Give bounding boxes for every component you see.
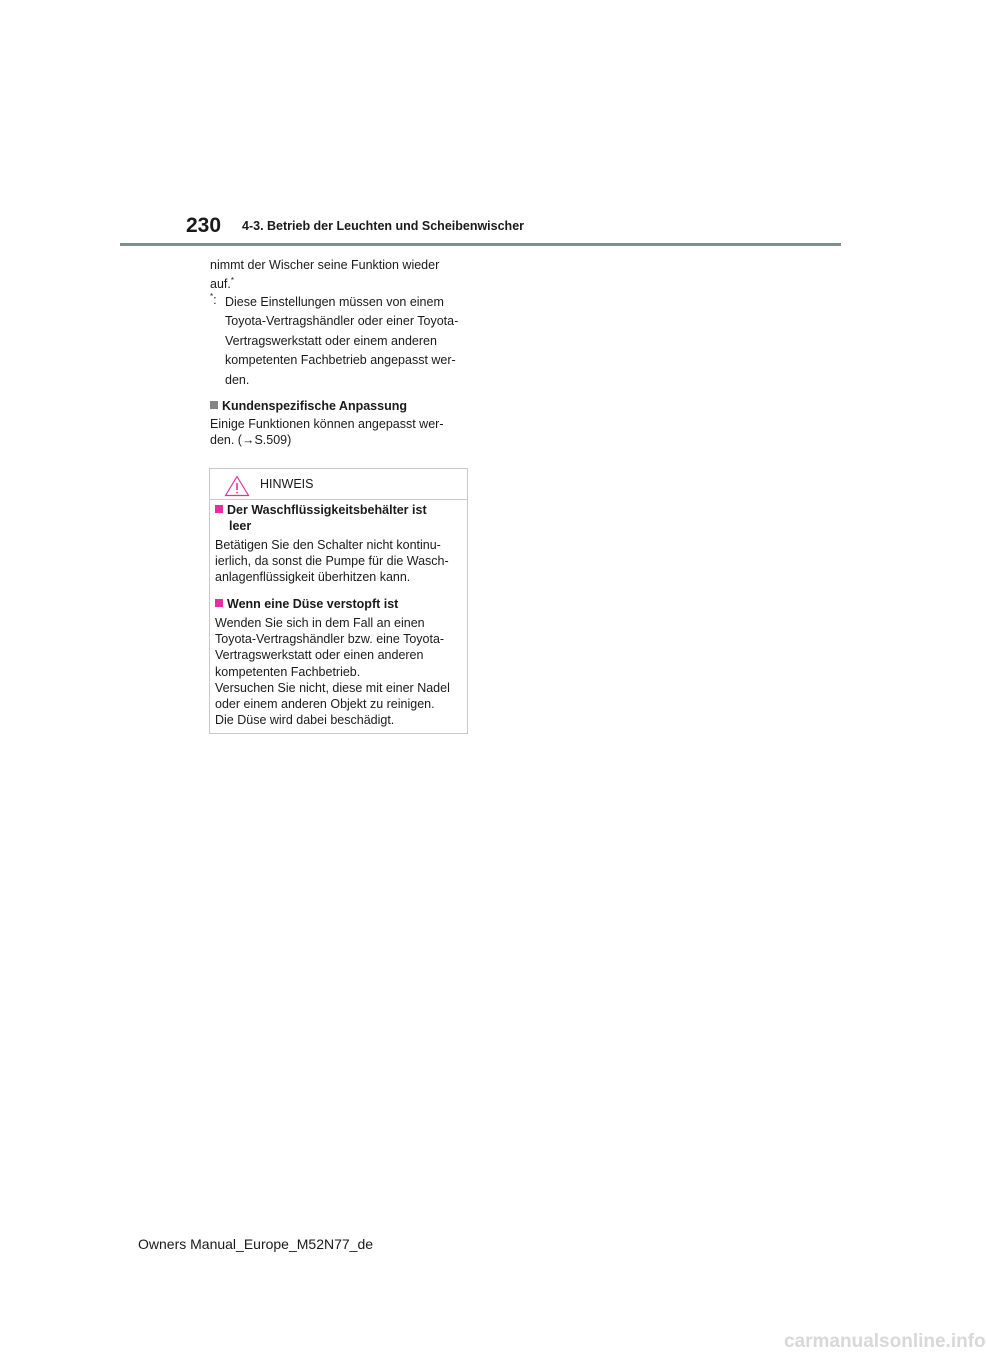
notice-item-text — [215, 537, 460, 586]
notice-item-heading-cont: leer — [229, 519, 252, 533]
footnote-line: den. — [225, 372, 250, 387]
footnote-line: Toyota-Vertragshändler oder einer Toyota- — [225, 314, 459, 329]
text-line: anlagenflüssigkeit überhitzen kann. — [215, 570, 411, 585]
footnote-asterisk: * — [210, 291, 214, 301]
text-line: Versuchen Sie nicht, diese mit einer Nadel — [215, 680, 450, 695]
notice-title: HINWEIS — [260, 477, 314, 491]
notice-item-heading-text: Wenn eine Düse verstopft ist — [227, 597, 399, 611]
custom-heading — [210, 399, 407, 413]
footnote-line: Vertragswerkstatt oder einem anderen — [225, 333, 437, 348]
text-line: Wenden Sie sich in dem Fall an einen — [215, 616, 425, 630]
text-line: Toyota-Vertragshändler bzw. eine Toyota- — [215, 632, 445, 647]
header-rule — [120, 243, 841, 246]
footnote-reference: * — [230, 275, 234, 285]
custom-paragraph — [210, 416, 465, 448]
notice-item — [215, 596, 460, 728]
section-title: 4-3. Betrieb der Leuchten und Scheibenwischer — [242, 219, 525, 233]
square-bullet-icon — [210, 401, 218, 409]
notice-box — [209, 468, 468, 734]
text-line: Vertragswerkstatt oder einen anderen — [215, 648, 424, 663]
text-line: Die Düse wird dabei beschädigt. — [215, 713, 395, 728]
notice-item-text — [215, 615, 460, 728]
footnote-colon: : — [213, 293, 217, 307]
footnote-marker — [210, 293, 217, 307]
intro-line-1: nimmt der Wischer seine Funktion wieder — [210, 258, 440, 272]
text-line: ierlich, da sonst die Pumpe für die Wasch- — [215, 554, 449, 569]
footnote-line: Diese Einstellungen müssen von einem — [225, 295, 444, 309]
intro-paragraph — [210, 256, 470, 294]
custom-line-2-link[interactable]: den. (→S.509) — [210, 433, 292, 447]
page-number: 230 — [186, 214, 222, 237]
footnote-line: kompetenten Fachbetrieb angepasst wer- — [225, 353, 456, 368]
warning-triangle-icon — [224, 475, 250, 497]
notice-item-heading — [215, 596, 460, 612]
notice-header — [210, 469, 467, 500]
notice-item-heading-text: Der Waschflüssigkeitsbehälter ist — [227, 503, 427, 517]
notice-item — [215, 502, 460, 586]
footnote — [210, 293, 475, 390]
intro-line-2: auf. — [210, 277, 231, 291]
square-bullet-icon — [215, 599, 223, 607]
custom-line-1: Einige Funktionen können angepasst wer- — [210, 417, 444, 431]
footer-label: Owners Manual_Europe_M52N77_de — [138, 1236, 374, 1252]
square-bullet-icon — [215, 505, 223, 513]
text-line: Betätigen Sie den Schalter nicht kontinu- — [215, 538, 441, 552]
text-line: oder einem anderen Objekt zu reinigen. — [215, 697, 435, 712]
custom-heading-label: Kundenspezifische Anpassung — [222, 399, 407, 413]
watermark: carmanualsonline.info — [784, 1331, 986, 1352]
notice-item-heading — [215, 502, 460, 518]
text-line: kompetenten Fachbetrieb. — [215, 664, 361, 679]
